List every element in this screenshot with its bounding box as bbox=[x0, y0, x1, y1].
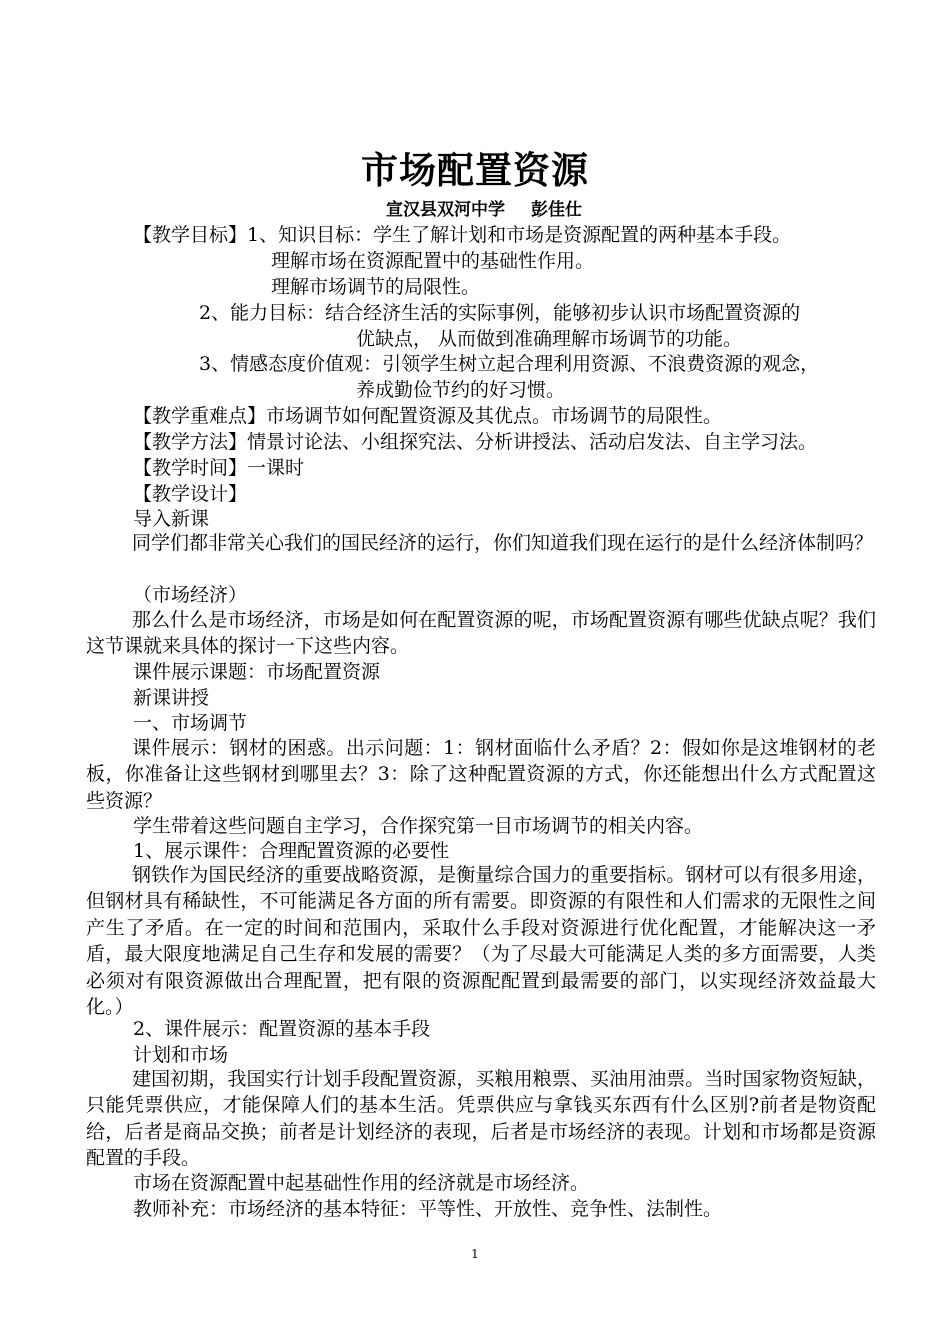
intro-paragraph: 同学们都非常关心我们的国民经济的运行，你们知道我们现在运行的是什么经济体制吗？ bbox=[132, 532, 874, 554]
new-lesson-heading: 新课讲授 bbox=[133, 687, 210, 709]
students-line: 学生带着这些问题自主学习，合作探究第一目市场调节的相关内容。 bbox=[133, 815, 704, 837]
teacher-supplement-line: 教师补充：市场经济的基本特征：平等性、开放性、竞争性、法制性。 bbox=[133, 1198, 723, 1220]
teaching-design: 【教学设计】 bbox=[133, 483, 248, 505]
answer-text: （市场经济） bbox=[133, 584, 248, 606]
item-2-heading: 2、课件展示：配置资源的基本手段 bbox=[133, 1018, 431, 1040]
goal-line-1: 【教学目标】1、知识目标：学生了解计划和市场是资源配置的两种基本手段。 bbox=[133, 224, 792, 246]
history-paragraph: 建国初期，我国实行计划手段配置资源，买粮用粮票、买油用油票。当时国家物资短缺，只能凭票供应，才能保障人们的基本生活。凭票供应与拿钱买东西有什么区别?前者是物资配给，后者是商品交换；前者是计划经济的表现，后者是市场经济的表现。计划和市场都是资源配置的手段。 bbox=[86, 1068, 876, 1170]
teaching-methods: 【教学方法】情景讨论法、小组探究法、分析讲授法、活动启发法、自主学习法。 bbox=[133, 431, 818, 453]
topic-line: 课件展示课题：市场配置资源 bbox=[133, 661, 381, 683]
author-name: 彭佳仕 bbox=[530, 200, 582, 220]
question-paragraph: 那么什么是市场经济，市场是如何在配置资源的呢，市场配置资源有哪些优缺点呢？我们这节课就来具体的探讨一下这些内容。 bbox=[86, 609, 876, 658]
item-1-heading: 1、展示课件：合理配置资源的必要性 bbox=[133, 840, 450, 862]
plan-and-market-heading: 计划和市场 bbox=[133, 1044, 229, 1066]
goal-line-7: 养成勤俭节约的好习惯。 bbox=[356, 379, 566, 401]
document-title: 市场配置资源 bbox=[361, 149, 589, 192]
market-economy-line: 市场在资源配置中起基础性作用的经济就是市场经济。 bbox=[133, 1172, 590, 1194]
goal-line-4: 2、能力目标：结合经济生活的实际事例，能够初步认识市场配置资源的 bbox=[199, 302, 801, 324]
section-heading-market-regulation: 一、市场调节 bbox=[133, 712, 248, 734]
teaching-time: 【教学时间】一课时 bbox=[133, 457, 305, 479]
author-line bbox=[0, 198, 950, 222]
intro-heading: 导入新课 bbox=[133, 508, 210, 530]
resource-paragraph: 钢铁作为国民经济的重要战略资源，是衡量综合国力的重要指标。钢材可以有很多用途，但钢材具有稀缺性，不可能满足各方面的所有需要。即资源的有限性和人们需求的无限性之间产生了矛盾。在一定的时间和范围内，采取什么手段对资源进行优化配置，才能解决这一矛盾，最大限度地满足自己生存和发展的需要？（为了尽最大可能满足人类的多方面需要，人类必须对有限资源做出合理配置，把有限的资源配配置到最需要的部门，以实现经济效益最大化。） bbox=[86, 864, 876, 1019]
page-number: 1 bbox=[471, 1247, 479, 1261]
school-name: 宣汉县双河中学 bbox=[386, 200, 506, 220]
goal-line-5: 优缺点， 从而做到准确理解市场调节的功能。 bbox=[356, 328, 743, 350]
goal-line-6: 3、情感态度价值观：引领学生树立起合理利用资源、不浪费资源的观念， bbox=[199, 353, 820, 375]
goal-line-2: 理解市场在资源配置中的基础性作用。 bbox=[271, 250, 595, 272]
steel-paragraph: 课件展示：钢材的困惑。出示问题：1：钢材面临什么矛盾？2：假如你是这堆钢材的老板，你准备让这些钢材到哪里去？3：除了这种配置资源的方式，你还能想出什么方式配置这些资源？ bbox=[86, 737, 876, 812]
goal-line-3: 理解市场调节的局限性。 bbox=[271, 276, 481, 298]
key-points: 【教学重难点】市场调节如何配置资源及其优点。市场调节的局限性。 bbox=[133, 405, 723, 427]
